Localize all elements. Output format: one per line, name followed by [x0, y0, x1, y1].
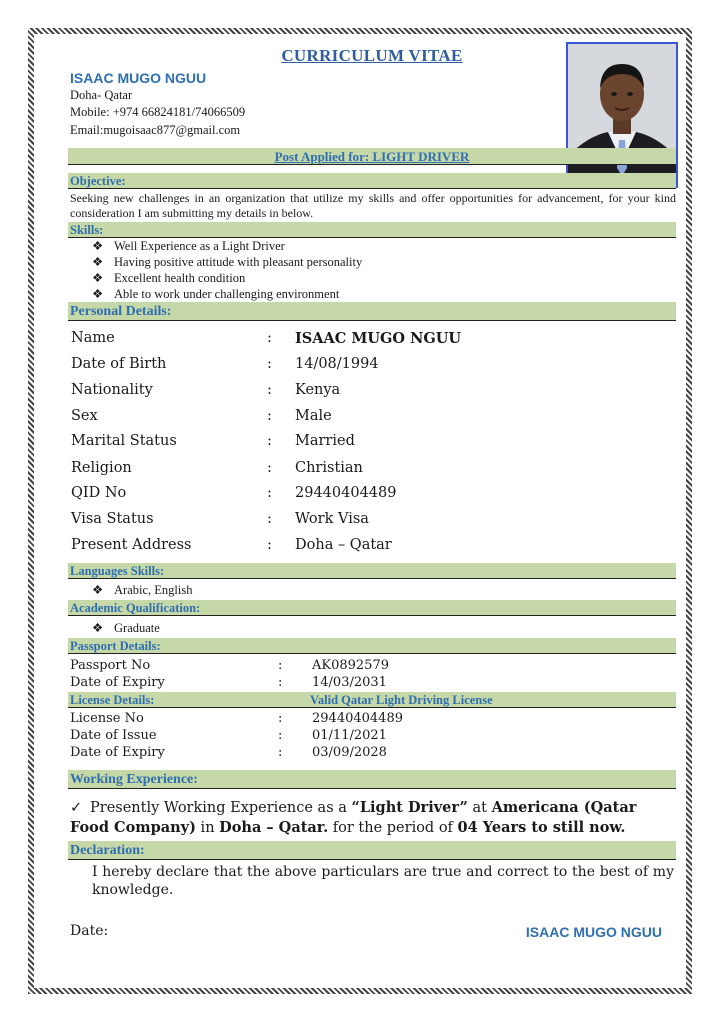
personal-details-heading: Personal Details: [68, 302, 676, 321]
academic-text: Graduate [114, 621, 160, 635]
row-colon: : [278, 745, 283, 760]
row-colon: : [267, 485, 272, 501]
skill-text: Well Experience as a Light Driver [114, 239, 285, 253]
row-value: 29440404489 [312, 711, 403, 726]
row-label: License No [70, 711, 144, 726]
row-label: Marital Status [71, 433, 177, 449]
academic-item [92, 621, 160, 636]
work-duration: 04 Years to still now. [457, 819, 626, 836]
row-colon: : [278, 711, 283, 726]
check-icon: ✓ [70, 800, 83, 816]
header-location: Doha- Qatar [70, 88, 133, 102]
objective-text: Seeking new challenges in an organization that utilize my skills and offer opportunities for advancement, for your kind consideration I am submitting my details in below. [70, 191, 676, 220]
skills-heading: Skills: [68, 222, 676, 238]
row-value: 03/09/2028 [312, 745, 387, 760]
skill-text: Having positive attitude with pleasant personality [114, 255, 363, 269]
row-label: Visa Status [71, 511, 154, 527]
skill-item [92, 271, 245, 286]
row-label: Date of Birth [71, 356, 167, 372]
row-colon: : [278, 728, 283, 743]
row-label: Name [71, 330, 115, 346]
passport-heading: Passport Details: [68, 638, 676, 654]
language-item [92, 583, 192, 598]
row-value: AK0892579 [312, 658, 389, 673]
row-colon: : [267, 382, 272, 398]
cv-page [68, 40, 676, 990]
row-colon: : [267, 356, 272, 372]
row-value: Work Visa [295, 511, 369, 527]
license-heading-band [68, 692, 676, 708]
signature-name: ISAAC MUGO NGUU [525, 924, 662, 940]
work-role: “Light Driver” [351, 799, 468, 816]
academic-heading: Academic Qualification: [68, 600, 676, 616]
work-company: Americana (Qatar Food Company) [70, 799, 637, 836]
row-colon: : [267, 433, 272, 449]
row-label: Present Address [71, 537, 192, 553]
bullet-icon: ❖ [92, 271, 104, 285]
work-heading: Working Experience: [68, 770, 676, 789]
row-value: Kenya [295, 382, 341, 398]
row-label: Sex [71, 408, 98, 424]
license-note: Valid Qatar Light Driving License [310, 693, 493, 707]
header-name: ISAAC MUGO NGUU [70, 70, 207, 86]
row-colon: : [267, 537, 272, 553]
row-value: 29440404489 [295, 485, 397, 501]
declaration-heading: Declaration: [68, 841, 676, 860]
row-value: ISAAC MUGO NGUU [295, 330, 462, 347]
row-label: Date of Expiry [70, 745, 165, 760]
row-colon: : [278, 675, 283, 690]
skill-item [92, 255, 362, 270]
profile-photo [566, 42, 678, 188]
bullet-icon: ❖ [92, 239, 104, 253]
row-label: QID No [71, 485, 127, 501]
row-colon: : [267, 408, 272, 424]
date-label: Date: [70, 923, 109, 939]
row-value: Male [295, 408, 332, 424]
skill-text: Able to work under challenging environment [114, 287, 340, 301]
row-colon: : [267, 460, 272, 476]
bullet-icon: ❖ [92, 287, 104, 301]
header-mobile: Mobile: +974 66824181/74066509 [70, 105, 246, 119]
languages-heading: Languages Skills: [68, 563, 676, 579]
language-text: Arabic, English [114, 583, 193, 597]
row-label: Passport No [70, 658, 151, 673]
row-value: 01/11/2021 [312, 728, 387, 743]
row-colon: : [267, 511, 272, 527]
row-label: Date of Expiry [70, 675, 165, 690]
bullet-icon: ❖ [92, 583, 104, 597]
declaration-text: I hereby declare that the above particulars are true and correct to the best of my knowledge. [92, 864, 674, 898]
row-value: Christian [295, 460, 363, 476]
skill-text: Excellent health condition [114, 271, 246, 285]
page-title: CURRICULUM VITAE [281, 46, 463, 65]
row-value: 14/08/1994 [295, 356, 379, 372]
work-text: for the period of [328, 820, 458, 836]
bullet-icon: ❖ [92, 621, 104, 635]
bullet-icon: ❖ [92, 255, 104, 269]
work-text: at [467, 800, 492, 816]
work-location: Doha – Qatar. [219, 819, 329, 836]
row-value: Doha – Qatar [295, 537, 392, 553]
row-colon: : [267, 330, 272, 346]
work-text: in [195, 820, 220, 836]
row-colon: : [278, 658, 283, 673]
skill-item [92, 239, 285, 254]
post-applied-banner: Post Applied for: LIGHT DRIVER [68, 148, 676, 165]
work-entry [70, 798, 674, 838]
row-label: Nationality [71, 382, 153, 398]
header-email: Email:mugoisaac877@gmail.com [70, 123, 241, 137]
row-label: Date of Issue [70, 728, 157, 743]
skill-item [92, 287, 339, 302]
row-value: 14/03/2031 [312, 675, 387, 690]
work-text: Presently Working Experience as a [90, 800, 352, 816]
license-heading: License Details: [70, 693, 155, 707]
objective-heading: Objective: [68, 173, 676, 189]
row-value: Married [295, 433, 355, 449]
row-label: Religion [71, 460, 132, 476]
